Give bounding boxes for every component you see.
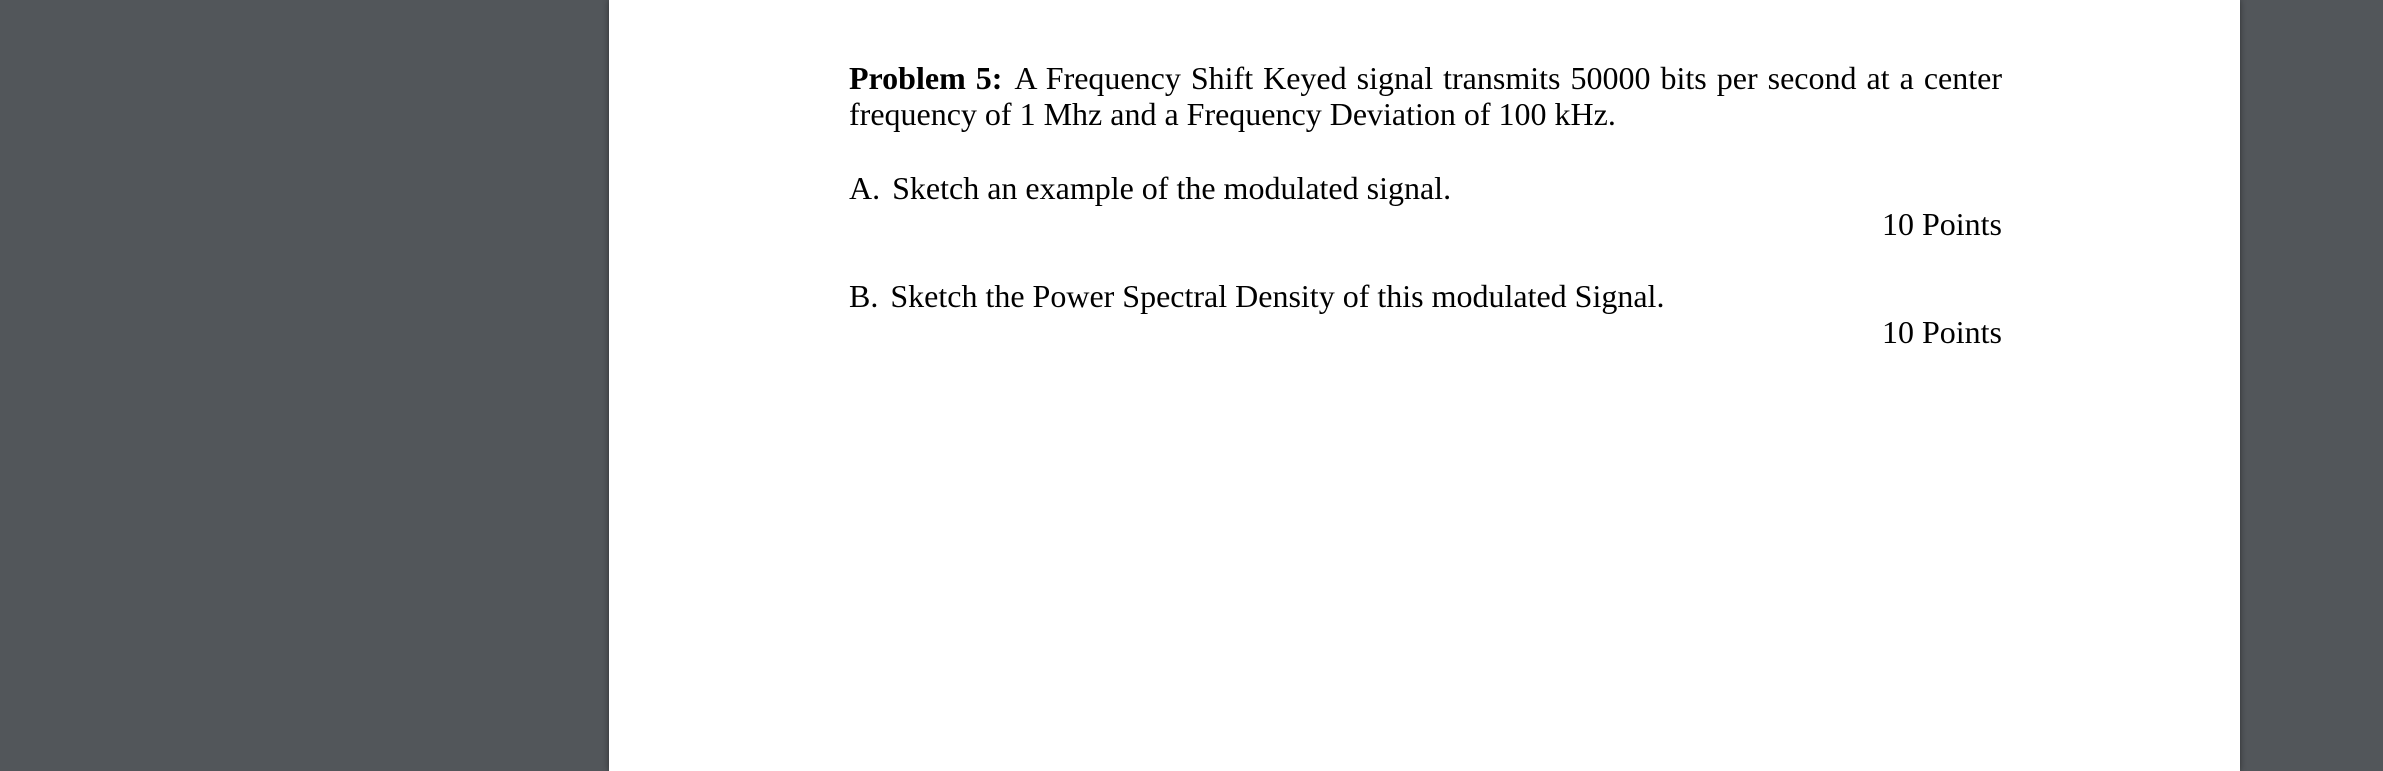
question-a-letter: A.	[849, 170, 881, 206]
page-content	[849, 60, 2002, 386]
question-b-letter: B.	[849, 278, 879, 314]
problem-statement	[849, 60, 2002, 132]
question-a-text: Sketch an example of the modulated signal.	[892, 170, 1452, 206]
question-b-text: Sketch the Power Spectral Density of this modulated Signal.	[890, 278, 1665, 314]
document-page	[609, 0, 2240, 771]
question-a-points: 10 Points	[1881, 206, 2002, 242]
problem-label: Problem 5:	[849, 60, 1003, 96]
problem-text: A Frequency Shift Keyed signal transmits 50000 bits per second at a center frequency of 1 Mhz and a Frequency Deviation of 100 kHz.	[849, 60, 2003, 132]
question-b	[849, 278, 2002, 314]
question-a	[849, 170, 2002, 206]
question-b-points: 10 Points	[1881, 314, 2002, 350]
